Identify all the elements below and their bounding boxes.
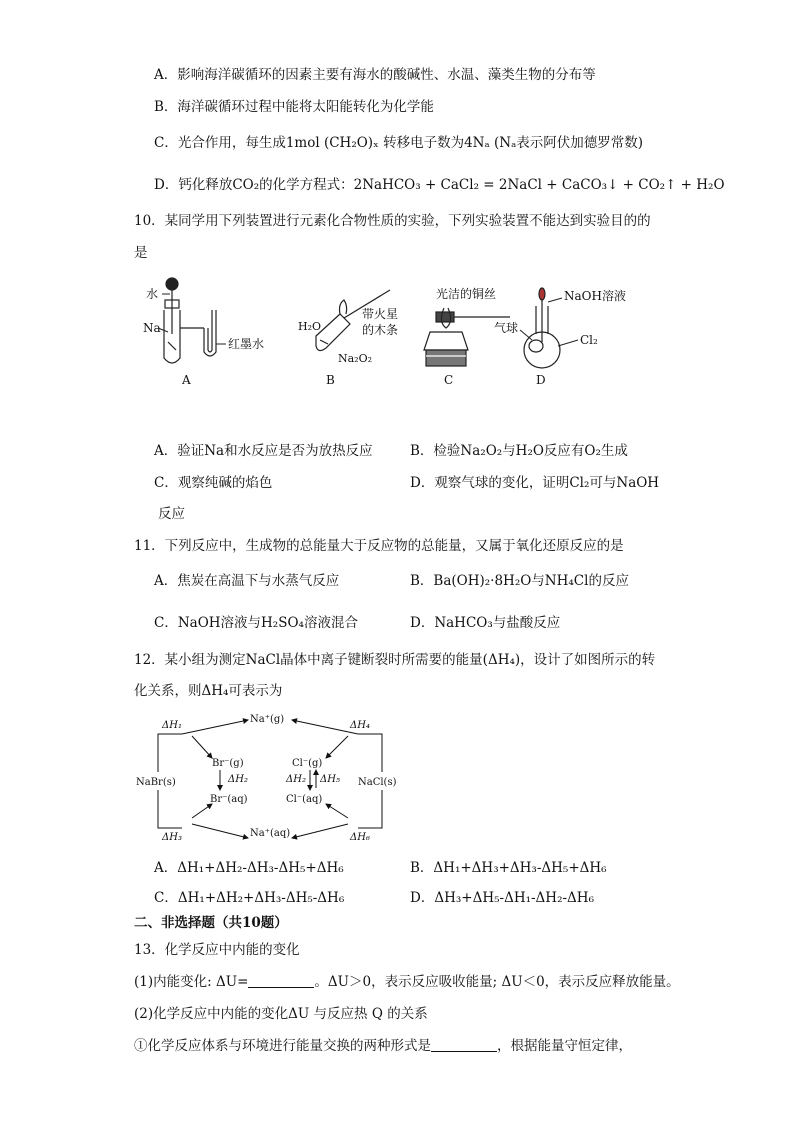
q13-part1-blank[interactable] [248,973,314,988]
q10-option-b: B．检验Na₂O₂与H₂O反应有O₂生成 [410,443,628,459]
label-d: D [536,373,546,387]
q13-stem: 13．化学反应中内能的变化 [134,942,300,958]
species-cl-g: Cl⁻(g) [292,758,323,769]
label-cl2: Cl₂ [580,333,598,347]
q12-stem-line1: 12．某小组为测定NaCl晶体中离子键断裂时所需要的能量(ΔH₄)，设计了如图所示的转 [134,652,656,668]
label-dh6: ΔH₆ [350,832,370,840]
label-balloon: 气球 [494,321,519,335]
q10-option-d-cont: 反应 [158,506,185,522]
q9-option-d: D．钙化释放CO₂的化学方程式：2NaHCO₃ + CaCl₂ = 2NaCl + CaCO₃↓ + CO₂↑ + H₂O [154,177,725,193]
label-dh2-right: ΔH₂ [286,774,306,785]
label-a: A [182,373,191,387]
q13-part3-text-a: ①化学反应体系与环境进行能量交换的两种形式是 [134,1038,431,1054]
label-dh1: ΔH₁ [162,720,182,731]
q12-option-a: A．ΔH₁+ΔH₂-ΔH₃-ΔH₅+ΔH₆ [154,860,344,876]
label-naoh-sol: NaOH溶液 [564,289,626,303]
q12-option-d: D．ΔH₃+ΔH₅-ΔH₁-ΔH₂-ΔH₆ [410,890,594,906]
apparatus-c [424,308,510,366]
species-nabr-s: NaBr(s) [136,777,176,788]
label-dh4: ΔH₄ [350,720,370,731]
species-na-aq: Na⁺(aq) [250,828,291,839]
q11-option-d: D．NaHCO₃与盐酸反应 [410,615,561,631]
q12-option-c: C．ΔH₁+ΔH₂+ΔH₃-ΔH₅-ΔH₆ [154,890,345,906]
species-br-g: Br⁻(g) [212,758,244,769]
label-dh3: ΔH₃ [162,832,182,840]
q13-part1 [134,973,680,991]
species-nacl-s: NaCl(s) [358,777,397,788]
q13-part1-text-a: (1)内能变化: ΔU= [134,974,249,990]
label-na: Na [143,321,161,335]
label-h2o: H₂O [298,320,322,333]
q13-part3 [134,1037,632,1055]
q11-option-b: B．Ba(OH)₂·8H₂O与NH₄Cl的反应 [410,573,629,589]
q13-part3-text-b: ，根据能量守恒定律， [497,1038,632,1054]
label-c: C [444,373,454,387]
apparatus-a [164,278,216,363]
q13-part1-text-b: 。ΔU＞0，表示反应吸收能量; ΔU＜0，表示反应释放能量。 [314,974,680,990]
label-glowing-stick: 带火星 [362,307,399,321]
q12-option-b: B．ΔH₁+ΔH₃+ΔH₃-ΔH₅+ΔH₆ [410,860,607,876]
q12-stem-line2: 化关系，则ΔH₄可表示为 [134,683,283,699]
q10-apparatus-figure [140,270,680,400]
q12-energy-cycle-diagram [130,708,410,840]
q11-option-c: C．NaOH溶液与H₂SO₄溶液混合 [154,615,358,631]
q13-part3-blank[interactable] [431,1037,497,1052]
q10-option-d: D．观察气球的变化，证明Cl₂可与NaOH [410,475,660,491]
label-copper-wire: 光洁的铜丝 [436,287,497,301]
q9-option-c: C．光合作用，每生成1mol (CH₂O)ₓ 转移电子数为4Nₐ (Nₐ表示阿伏加德罗常数) [154,135,644,151]
species-cl-aq: Cl⁻(aq) [286,794,323,805]
q10-option-a: A．验证Na和水反应是否为放热反应 [154,443,373,459]
label-b: B [326,373,335,387]
q10-option-c: C．观察纯碱的焰色 [154,475,273,491]
species-na-g: Na⁺(g) [250,714,285,725]
q10-stem-line1: 10．某同学用下列装置进行元素化合物性质的实验，下列实验装置不能达到实验目的的 [134,213,651,229]
label-water: 水 [146,287,159,301]
label-dh2: ΔH₂ [228,774,248,785]
q9-option-a: A．影响海洋碳循环的因素主要有海水的酸碱性、水温、藻类生物的分布等 [154,67,596,83]
q13-part2: (2)化学反应中内能的变化ΔU 与反应热 Q 的关系 [134,1006,428,1022]
label-red-ink: 红墨水 [228,337,265,351]
label-glowing-stick-2: 的木条 [362,323,399,337]
q11-option-a: A．焦炭在高温下与水蒸气反应 [154,573,340,589]
species-br-aq: Br⁻(aq) [210,794,248,805]
q10-stem-line2: 是 [134,245,148,261]
section-2-title: 二、非选择题（共10题） [134,915,288,931]
label-dh5: ΔH₅ [320,774,340,785]
q9-option-b: B．海洋碳循环过程中能将太阳能转化为化学能 [154,99,434,115]
q11-stem: 11．下列反应中，生成物的总能量大于反应物的总能量，又属于氧化还原反应的是 [134,538,624,554]
label-na2o2: Na₂O₂ [338,352,373,365]
